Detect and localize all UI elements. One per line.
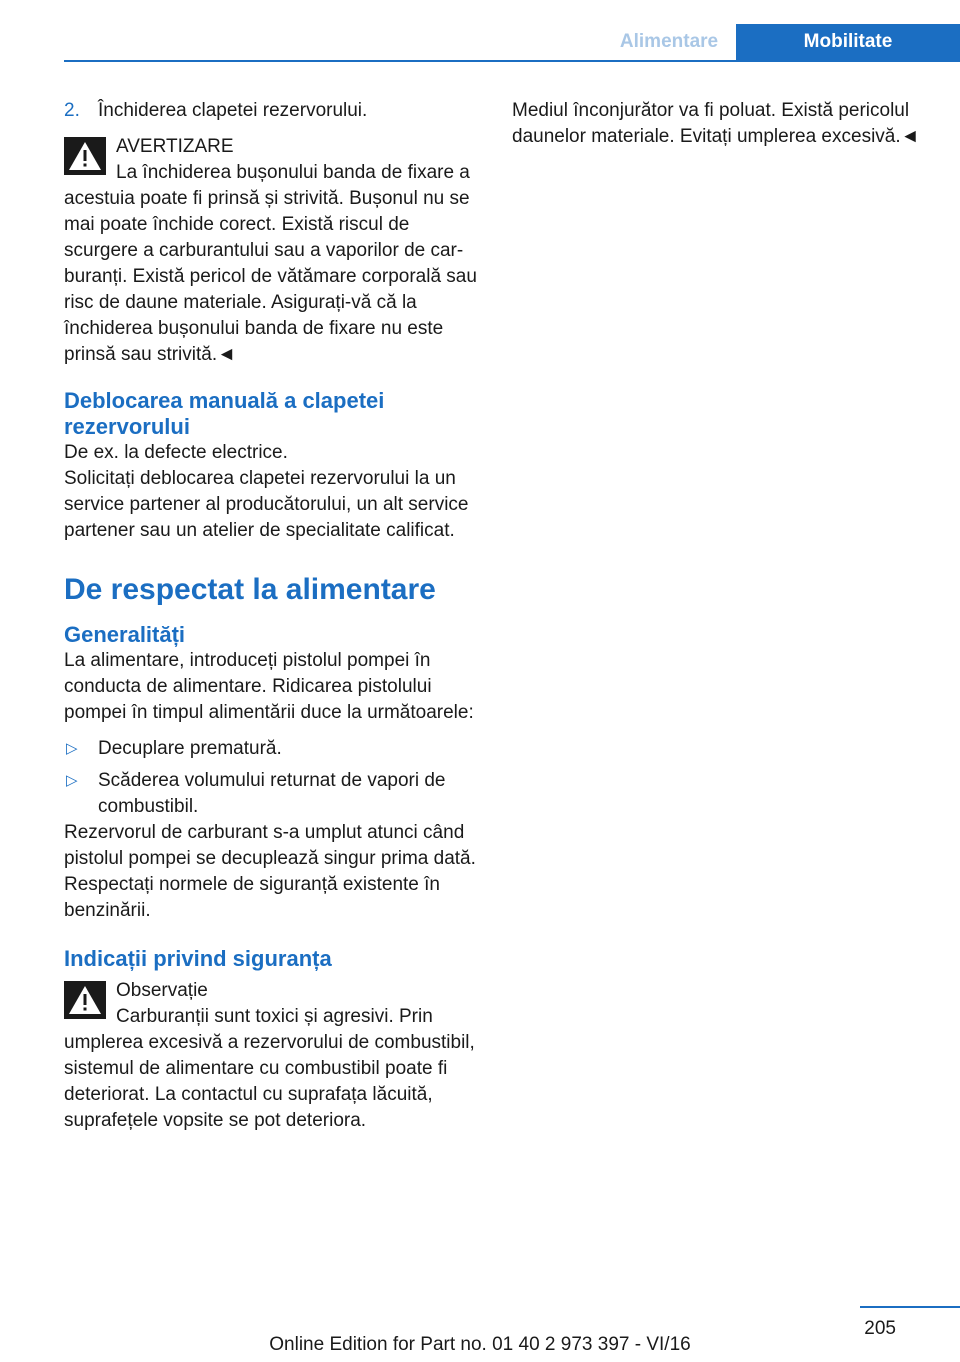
step-2	[64, 98, 480, 124]
paragraph: Solicitați deblocarea clapetei rezervorului la un service partener al producătorului, un alt service partener sau un atelier de specialitate calificat.	[64, 468, 469, 541]
warning-triangle-icon	[64, 137, 106, 175]
step-number: 2.	[64, 100, 80, 121]
paragraph: La alimentare, introduceți pistolul pompei în conducta de alimentare. Ridicarea pistolului pompei în timpul alimentării duce la următoarele:	[64, 650, 474, 723]
heading-general: Generalități	[64, 622, 186, 647]
triangle-right-icon: ▷	[66, 740, 78, 757]
footer-edition: Online Edition for Part no. 01 40 2 973 397 - VI/16	[269, 1334, 691, 1355]
list-item	[64, 736, 480, 762]
warning-text: La închiderea bușonului banda de fixare a acestuia poate fi prinsă și strivită. Bușonul nu se mai poate închide corect. Există riscul de scurgere a carburantului sau a vaporilor de carburanți. Există pericol de vătămare corporală sau risc de daune materiale. Asigurați-vă că la închiderea bușonului banda de fixare nu este prinsă sau strivită.◄	[64, 162, 477, 365]
warning-triangle-icon	[64, 981, 106, 1019]
tab-mobilitate[interactable]: Mobilitate	[736, 24, 960, 60]
heading-safety: Indicații privind siguranța	[64, 946, 332, 971]
tab-alimentare[interactable]: Alimentare	[619, 31, 719, 52]
warning-box-1	[64, 134, 480, 368]
heading-refueling: De respectat la alimentare	[64, 573, 436, 606]
list-item-text: Decuplare prematură.	[98, 738, 282, 759]
list-item-text: Scăderea volumului returnat de vapori de combustibil.	[98, 770, 446, 817]
left-column	[64, 98, 480, 1134]
warning-title: AVERTIZARE	[116, 136, 234, 157]
paragraph: Mediul înconjurător va fi poluat. Există pericolul daunelor materiale. Evitați umplerea excesivă.◄	[512, 100, 920, 147]
heading-manual-unlock: Deblocarea manuală a clapetei rezervorului	[64, 388, 385, 439]
triangle-right-icon: ▷	[66, 772, 78, 789]
step-text: Închiderea clapetei rezervorului.	[98, 100, 368, 121]
warning-text: Carburanții sunt toxici și agresivi. Prin umplerea excesivă a rezervorului de combustibil, sistemul de alimentare cu combustibil poate fi deteriorat. La contactul cu suprafața lăcuită, suprafețele vopsite se pot deteriora.	[64, 1006, 475, 1131]
warning-title: Observație	[116, 980, 208, 1001]
paragraph: Respectați normele de siguranță existente în benzinării.	[64, 874, 440, 921]
footer-rule	[860, 1306, 960, 1308]
list-item	[64, 768, 480, 820]
paragraph: De ex. la defecte electrice.	[64, 442, 288, 463]
page-number: 205	[864, 1318, 896, 1339]
header-rule	[64, 60, 960, 62]
warning-box-2	[64, 978, 480, 1134]
right-column	[512, 98, 932, 150]
paragraph: Rezervorul de carburant s-a umplut atunci când pistolul pompei se decuplează singur prima dată.	[64, 822, 476, 869]
